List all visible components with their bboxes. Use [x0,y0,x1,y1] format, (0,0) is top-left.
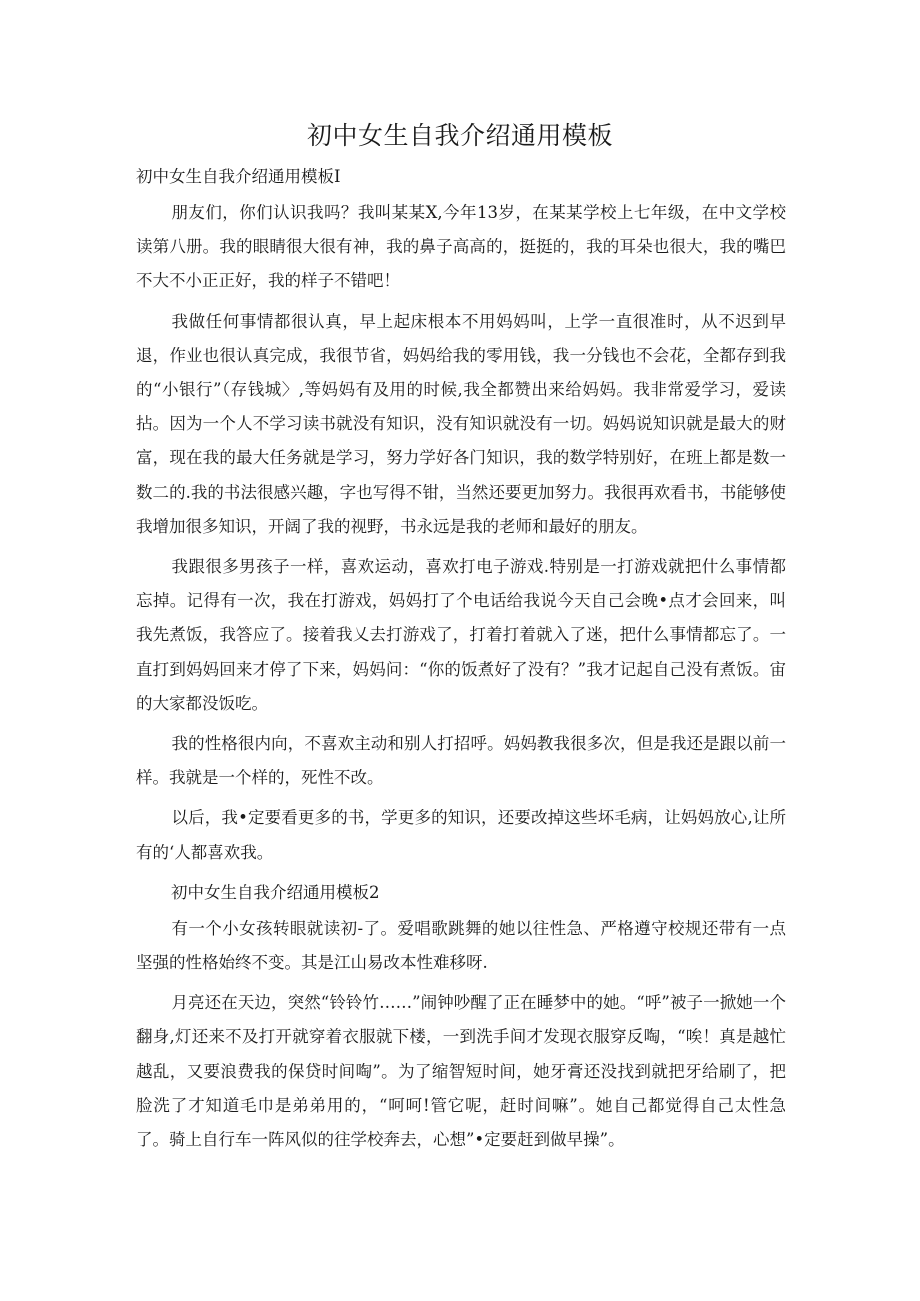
section-1-paragraph-2: 我做任何事情都很认真，早上起床根本不用妈妈叫，上学一直很准时，从不迟到早退，作业也很认真完成，我很节省，妈妈给我的零用钱，我一分钱也不会花，全都存到我的“小银行”（存钱城〉,等妈妈有及用的时候,我全都赞出来给妈妈。我非常爱学习，爱读拈。因为一个人不学习读书就没有知识，没有知识就没有一切。妈妈说知识就是最大的财富，现在我的最大任务就是学习，努力学好各门知识，我的数学特别好，在班上都是数一数二的.我的书法很感兴趣，字也写得不钳，当然还要更加努力。我很再欢看书，书能够使我增加很多知识，开阔了我的视野，书永远是我的老师和最好的朋友。 [136,311,786,536]
section-1-paragraph-4: 我的性格很内向，不喜欢主动和别人打招呼。妈妈教我很多次，但是我还是跟以前一样。我就是一个样的，死性不改。 [136,734,786,788]
document-title: 初中女生自我介绍通用模板 [306,121,613,150]
section-2-paragraph-1: 有一个小女孩转眼就读初-了。爱唱歌跳舞的她以往性急、严格遵守校规还带有一点坚强的性格始终不变。其是江山易改本性难移呀. [136,918,786,973]
section-1-paragraph-3: 我跟很多男孩子一样，喜欢运动，喜欢打电子游戏.特别是一打游戏就把什么事情都忘掉。记得有一次，我在打游戏，妈妈打了个电话给我说今天自己会晚•点才会回来，叫我先煮饭，我答应了。接着我乂去打游戏了，打着打着就入了迷，把什么事情都忘了。一直打到妈妈回来才停了下来，妈妈问：“你的饭煮好了没有？”我才记起自己没有煮饭。宙的大家都没饭吃。 [136,557,786,713]
document-body [136,160,786,1163]
section-1-paragraph-1: 朋友们，你们认识我吗？我叫某某X,今年13岁，在某某学校上七年级，在中文学校读第八册。我的眼睛很大很有神，我的鼻子高高的，挺挺的，我的耳朵也很大，我的嘴巴不大不小正正好，我的样子不错吧！ [136,203,786,291]
section-1-paragraph-5: 以后，我•定要看更多的书，学更多的知识，还要改掉这些坏毛病，让妈妈放心,让所有的‘人都喜欢我。 [136,808,786,862]
section-2-heading: 初中女生自我介绍通用模板2 [171,882,380,902]
section-1-heading: 初中女生自我介绍通用模板I [136,167,341,186]
section-2-paragraph-2: 月亮还在天边，突然“铃铃竹……”闹钟吵醒了正在睡梦中的她。“呼”被子一掀她一个翻身,灯还来不及打开就穿着衣服就下楼，一到洗手间才发现衣服穿反啕，“唉！真是越忙越乱，又要浪费我的保贷时间啕”。为了缩智短时间，她牙膏还没找到就把牙给刷了，把脸洗了才知道毛巾是弟弟用的，“呵呵!管它呢，赶时间嘛”。她自己都觉得自己太性急了。骑上自行车一阵风似的往学校奔去，心想”•定要赶到做早操”。 [136,993,786,1150]
